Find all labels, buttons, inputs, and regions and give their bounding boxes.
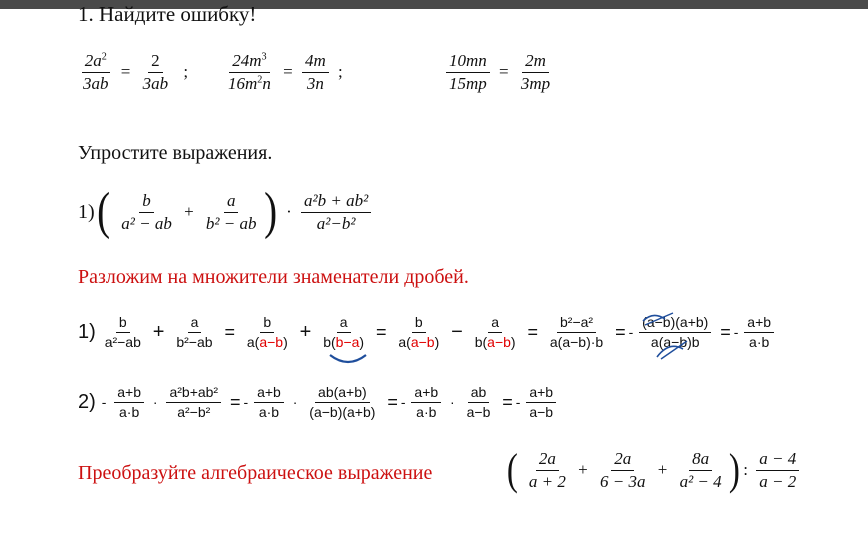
fraction: $\frac{2a}{a + 2}$ bbox=[528, 448, 566, 491]
fraction: $\frac{ab}{a-b}$ bbox=[466, 384, 491, 420]
simplify-heading: Упростите выражения. bbox=[78, 142, 273, 164]
error-equation-1: $\frac{2a^2}{3ab}$ = $\frac{2}{3ab}$ ; bbox=[78, 52, 191, 93]
fraction: $\frac{b}{\text{a² − ab}}$ bbox=[121, 190, 172, 233]
fraction: $\frac{2m}{3mp}$ bbox=[520, 51, 551, 93]
fraction: $\frac{b}{a(a-b)}$ bbox=[246, 314, 288, 350]
task-heading: 1. Найдите ошибку! bbox=[78, 2, 257, 26]
fraction: $\frac{b}{\text{a²−ab}}$ bbox=[104, 314, 141, 350]
fraction: $\frac{\text{a²b + ab²}}{\text{a²−b²}}$ bbox=[301, 192, 371, 233]
fraction: $\frac{a+b}{a-b}$ bbox=[526, 385, 556, 419]
solution-line-1: 1) $\frac{b}{\text{a²−ab}}$ + $\frac{a}{\text{b²−ab}}$ = $\frac{b}{a(a-b)}$ + $\frac{a}{b(b-a)}$ = $\frac{b}{a(a-b)}$ − $\frac{a}{b(a-b)}$ = $\frac{\text{b²−a²}}{a(a-b)\cdot b}$ = - $\frac{(a-b)(a+b)}{a(a-b)b}$ = - $\frac{a+b}{a\cdot b}$ bbox=[78, 315, 776, 349]
fraction: $\frac{a+b}{a\cdot b}$ bbox=[411, 385, 441, 419]
fraction: $\frac{a - 4}{a - 2}$ bbox=[756, 450, 799, 491]
fraction: $\frac{ab(a+b)}{(a-b)(a+b)}$ bbox=[309, 384, 376, 420]
error-equation-2: $\frac{24m^3}{16m^2n}$ = $\frac{4m}{3n}$ ; bbox=[223, 52, 346, 93]
solution-line-2: 2) - $\frac{a+b}{a\cdot b}$ · $\frac{\text{a²b+ab²}}{\text{a²−b²}}$ = - $\frac{a+b}{a\cdot b}$ · $\frac{ab(a+b)}{(a-b)(a+b)}$ = - $\frac{a+b}{a\cdot b}$ · $\frac{ab}{a-b}$ = - $\frac{a+b}{a-b}$ bbox=[78, 385, 558, 419]
fraction: $\frac{a+b}{a\cdot b}$ bbox=[744, 315, 774, 349]
fraction-crossed: $\frac{(a-b)(a+b)}{a(a-b)b}$ bbox=[639, 315, 711, 349]
transform-expression: ( $\frac{2a}{a + 2}$ + $\frac{2a}{6 - 3a}$ + $\frac{8a}{\text{a² − 4}}$ ) : $\frac{a - 4}{a - 2}$ bbox=[505, 448, 801, 492]
fraction: $\frac{10mn}{15mp}$ bbox=[446, 52, 490, 93]
arc-mark-icon bbox=[326, 353, 370, 367]
fraction: $\frac{a}{b(a-b)}$ bbox=[474, 314, 516, 350]
fraction: $\frac{2a}{6 - 3a}$ bbox=[599, 448, 646, 491]
fraction: $\frac{\text{b²−a²}}{a(a-b)\cdot b}$ bbox=[549, 314, 604, 350]
transform-heading: Преобразуйте алгебраическое выражение bbox=[78, 462, 433, 484]
fraction: $\frac{4m}{3n}$ bbox=[302, 52, 329, 93]
error-equation-3: $\frac{10mn}{15mp}$ = $\frac{2m}{3mp}$ bbox=[444, 52, 555, 93]
fraction: $\frac{a+b}{a\cdot b}$ bbox=[254, 385, 284, 419]
factor-heading: Разложим на множители знаменатели дробей. bbox=[78, 266, 469, 288]
fraction: $\frac{2a^2}{3ab}$ bbox=[83, 51, 109, 93]
fraction: $\frac{24m^3}{16m^2n}$ bbox=[228, 51, 271, 93]
fraction: $\frac{\text{a²b+ab²}}{\text{a²−b²}}$ bbox=[166, 385, 221, 419]
fraction: $\frac{a}{\text{b² − ab}}$ bbox=[205, 190, 257, 233]
simplify-expression: 1)( $\frac{b}{\text{a² − ab}}$ + $\frac{a}{\text{b² − ab}}$ ) · $\frac{\text{a²b + ab²}}{\text{a²−b²}}$ bbox=[78, 186, 373, 238]
fraction: $\frac{a+b}{a\cdot b}$ bbox=[114, 385, 144, 419]
fraction: $\frac{8a}{\text{a² − 4}}$ bbox=[679, 448, 722, 491]
fraction: $\frac{b}{a(a-b)}$ bbox=[398, 314, 440, 350]
fraction: $\frac{a}{\text{b²−ab}}$ bbox=[176, 314, 213, 350]
fraction: $\frac{2}{3ab}$ bbox=[142, 51, 169, 93]
fraction-with-arc: $\frac{a}{b(b-a)}$ bbox=[320, 315, 367, 349]
